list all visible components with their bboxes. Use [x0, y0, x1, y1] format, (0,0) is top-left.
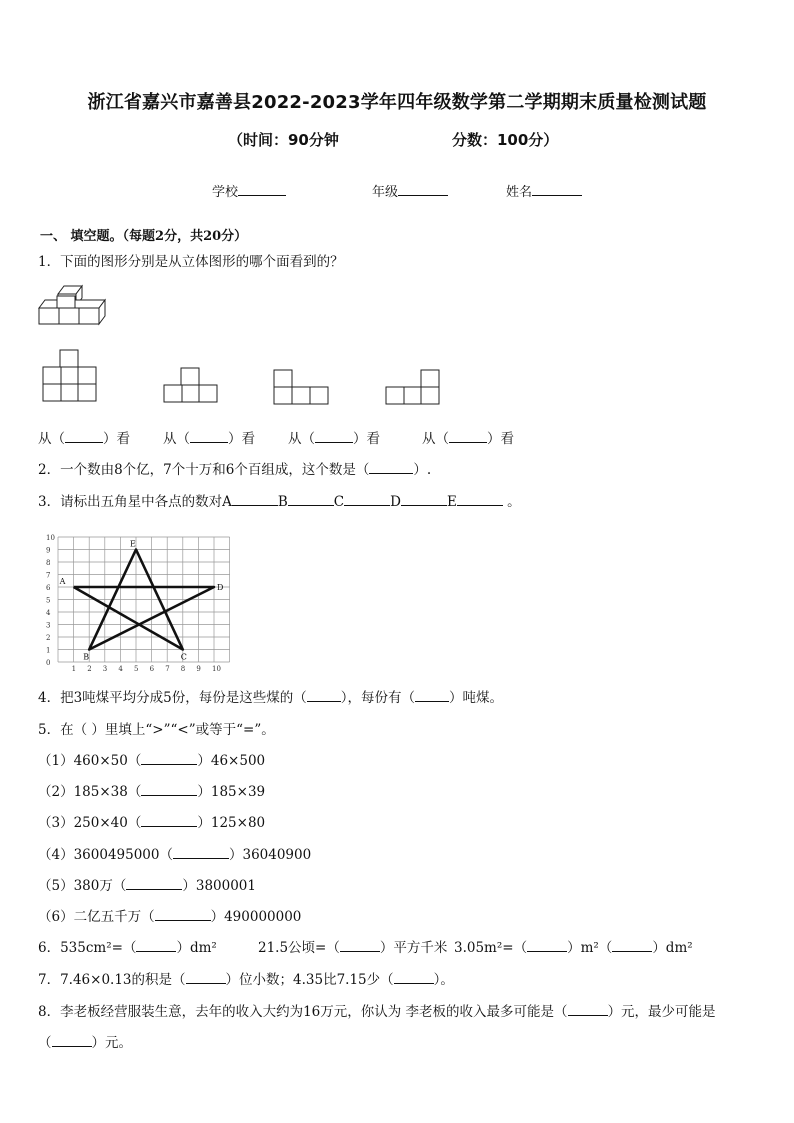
x-tick-label: 8 [180, 665, 186, 673]
point-label-a: A [59, 577, 66, 586]
school-field: 学校 [212, 181, 286, 200]
q5-item-2: （2）185×38（ ）185×39 [38, 784, 266, 800]
x-tick-label: 1 [71, 665, 77, 673]
y-tick-label: 8 [46, 559, 51, 567]
exam-time: （时间：90分钟 [228, 131, 339, 149]
question-6: 6．535cm²=（ ）dm² [38, 940, 217, 956]
star-grid-chart [36, 522, 236, 672]
x-tick-label: 4 [118, 665, 123, 673]
view-2-figure [163, 367, 219, 403]
y-tick-label: 5 [46, 596, 51, 605]
section-title: 一、 填空题。（每题2分，共20分） [40, 229, 248, 244]
x-tick-label: 10 [212, 665, 221, 673]
question-7: 7．7.46×0.13的积是（ ）位小数；4.35比7.15少（ ）。 [38, 972, 454, 988]
question-2: 2．一个数由8个亿，7个十万和6个百组成，这个数是（ ）. [38, 462, 432, 478]
view-4-answer: 从（ ）看 [422, 431, 514, 447]
point-label-e: E [130, 539, 136, 549]
exam-score: 分数：100分） [452, 131, 559, 149]
y-tick-label: 6 [46, 584, 51, 592]
question-8: 8．李老板经营服装生意，去年的收入大约为16万元，你认为 李老板的收入最多可能是（ ）元，最少可能是 [38, 1004, 716, 1020]
question-1: 1．下面的图形分别是从立体图形的哪个面看到的？ [38, 254, 344, 270]
x-tick-label: 5 [134, 665, 139, 673]
x-tick-label: 2 [87, 665, 92, 673]
view-3-figure [273, 369, 331, 405]
x-tick-label: 7 [165, 665, 170, 673]
q5-item-5: （5）380万（ ）3800001 [38, 878, 256, 894]
view-4-figure [385, 369, 443, 405]
q5-item-6: （6）二亿五千万（ ）490000000 [38, 909, 302, 925]
question-6c: 3.05m²=（ ）m²（ ）dm² [454, 940, 693, 956]
y-tick-label: 2 [46, 634, 51, 642]
y-tick-label: 4 [46, 609, 51, 617]
y-tick-label: 7 [46, 571, 51, 580]
x-tick-label: 6 [149, 665, 155, 673]
question-3: 3．请标出五角星中各点的数对A B C D E 。 [38, 494, 521, 510]
point-label-c: C [180, 652, 187, 662]
y-tick-label: 1 [46, 646, 51, 655]
question-5: 5．在（ ）里填上“>”“<”或等于“=”。 [38, 722, 275, 738]
view-2-answer: 从（ ）看 [163, 431, 255, 447]
cube-stack-figure [38, 282, 108, 328]
y-tick-label: 10 [46, 534, 55, 542]
page-title: 浙江省嘉兴市嘉善县2022-2023学年四年级数学第二学期期末质量检测试题 [87, 92, 707, 113]
view-1-figure [42, 349, 98, 403]
q5-item-1: （1）460×50（ ）46×500 [38, 753, 266, 769]
y-tick-label: 9 [46, 546, 51, 555]
question-8-cont: （ ）元。 [38, 1035, 132, 1051]
view-1-answer: 从（ ）看 [38, 431, 130, 447]
point-label-d: D [217, 583, 224, 592]
x-tick-label: 3 [102, 665, 108, 673]
y-tick-label: 3 [46, 621, 51, 630]
question-6b: 21.5公顷=（ ）平方千米 [258, 940, 448, 956]
question-4: 4．把3吨煤平均分成5份，每份是这些煤的（ ），每份有（ ）吨煤。 [38, 690, 504, 706]
q5-item-3: （3）250×40（ ）125×80 [38, 815, 266, 831]
name-field: 姓名 [506, 181, 582, 200]
x-tick-label: 9 [196, 665, 201, 673]
grade-field: 年级 [372, 181, 448, 200]
view-3-answer: 从（ ）看 [288, 431, 380, 447]
point-label-b: B [83, 652, 90, 662]
y-tick-label: 0 [46, 659, 51, 667]
q5-item-4: （4）3600495000（ ）36040900 [38, 847, 312, 863]
